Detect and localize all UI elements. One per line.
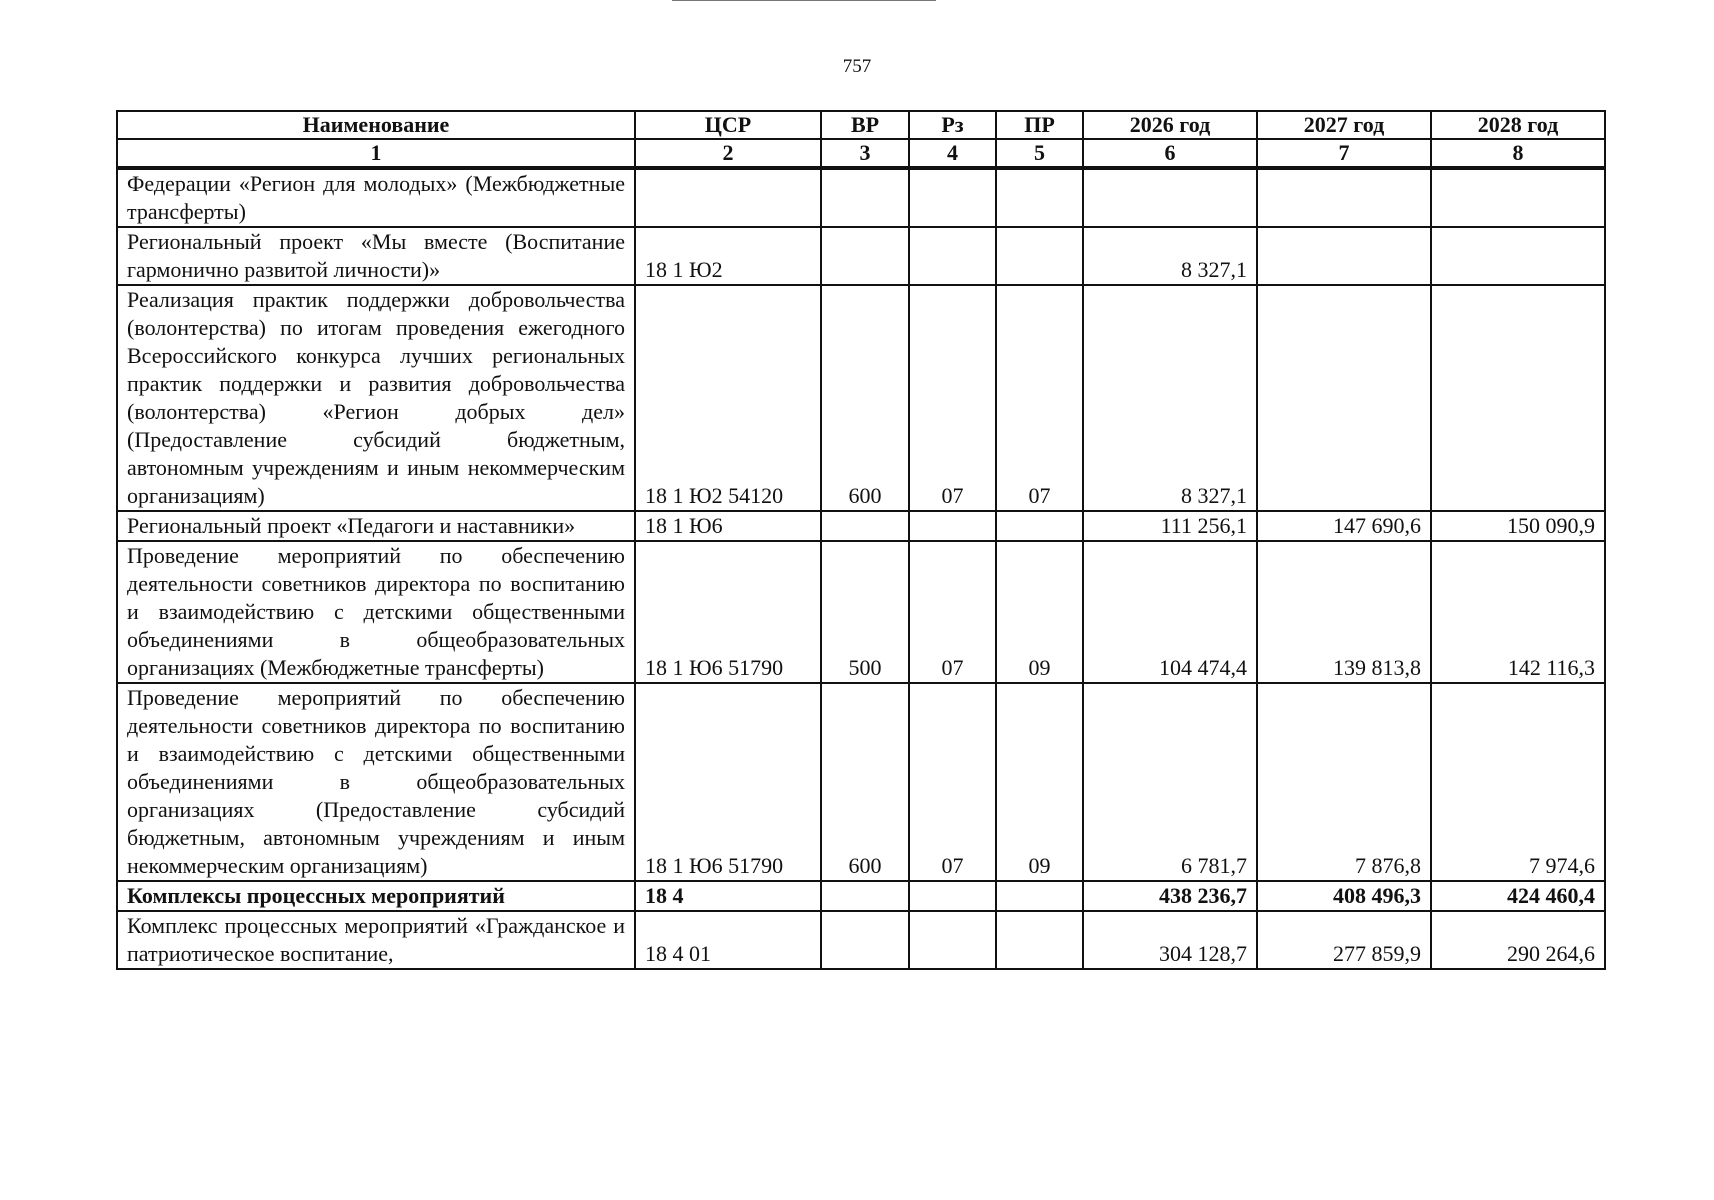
row-rz: 07	[909, 683, 996, 881]
table-body	[117, 168, 1605, 969]
header-row	[117, 111, 1605, 139]
row-rz: 07	[909, 285, 996, 511]
column-number: 7	[1257, 139, 1431, 168]
table-row	[117, 881, 1605, 911]
row-value-2028: 142 116,3	[1431, 541, 1605, 683]
row-rz	[909, 881, 996, 911]
row-value-2028	[1431, 285, 1605, 511]
row-csr: 18 1 Ю6 51790	[635, 683, 821, 881]
row-value-2028	[1431, 168, 1605, 227]
header-rz: Рз	[909, 111, 996, 139]
row-name: Федерации «Регион для молодых» (Межбюджетные трансферты)	[117, 168, 635, 227]
header-2027: 2027 год	[1257, 111, 1431, 139]
row-csr: 18 1 Ю2	[635, 227, 821, 285]
table-row	[117, 683, 1605, 881]
row-pr	[996, 511, 1083, 541]
row-name: Реализация практик поддержки добровольчества (волонтерства) по итогам проведения ежегодного Всероссийского конкурса лучших региональных практик поддержки и развития добровольчества (волонтерства) «Регион добрых дел» (Предоставление субсидий бюджетным, автономным учреждениям и иным некоммерческим организациям)	[117, 285, 635, 511]
row-value-2026: 8 327,1	[1083, 227, 1257, 285]
row-value-2027	[1257, 227, 1431, 285]
row-rz	[909, 911, 996, 969]
row-vr: 600	[821, 683, 909, 881]
budget-table	[116, 110, 1606, 970]
row-value-2028: 290 264,6	[1431, 911, 1605, 969]
row-name: Региональный проект «Педагоги и наставники»	[117, 511, 635, 541]
row-rz	[909, 168, 996, 227]
row-value-2027: 7 876,8	[1257, 683, 1431, 881]
row-value-2028: 150 090,9	[1431, 511, 1605, 541]
row-csr: 18 4 01	[635, 911, 821, 969]
row-pr	[996, 227, 1083, 285]
table-row	[117, 227, 1605, 285]
table-row	[117, 168, 1605, 227]
row-value-2027: 277 859,9	[1257, 911, 1431, 969]
table-row	[117, 541, 1605, 683]
table-row	[117, 511, 1605, 541]
row-rz: 07	[909, 541, 996, 683]
row-vr	[821, 881, 909, 911]
row-value-2028: 7 974,6	[1431, 683, 1605, 881]
row-csr: 18 4	[635, 881, 821, 911]
row-value-2027: 408 496,3	[1257, 881, 1431, 911]
row-value-2027: 147 690,6	[1257, 511, 1431, 541]
row-csr	[635, 168, 821, 227]
top-scan-rule	[672, 0, 936, 1]
table-row	[117, 285, 1605, 511]
row-pr	[996, 911, 1083, 969]
column-number: 4	[909, 139, 996, 168]
column-number-row	[117, 139, 1605, 168]
page-number: 757	[842, 56, 872, 77]
column-number: 5	[996, 139, 1083, 168]
row-name: Проведение мероприятий по обеспечению деятельности советников директора по воспитанию и взаимодействию с детскими общественными объединениями в общеобразовательных организациях (Межбюджетные трансферты)	[117, 541, 635, 683]
row-vr: 600	[821, 285, 909, 511]
row-vr	[821, 911, 909, 969]
row-name: Комплексы процессных мероприятий	[117, 881, 635, 911]
row-vr	[821, 168, 909, 227]
row-value-2026: 8 327,1	[1083, 285, 1257, 511]
row-value-2026: 104 474,4	[1083, 541, 1257, 683]
row-vr	[821, 227, 909, 285]
header-name: Наименование	[117, 111, 635, 139]
header-csr: ЦСР	[635, 111, 821, 139]
row-value-2026	[1083, 168, 1257, 227]
header-2028: 2028 год	[1431, 111, 1605, 139]
row-value-2027: 139 813,8	[1257, 541, 1431, 683]
column-number: 8	[1431, 139, 1605, 168]
row-value-2026: 438 236,7	[1083, 881, 1257, 911]
row-name: Региональный проект «Мы вместе (Воспитание гармонично развитой личности)»	[117, 227, 635, 285]
row-value-2028: 424 460,4	[1431, 881, 1605, 911]
header-vr: ВР	[821, 111, 909, 139]
row-rz	[909, 227, 996, 285]
column-number: 6	[1083, 139, 1257, 168]
row-name: Проведение мероприятий по обеспечению деятельности советников директора по воспитанию и взаимодействию с детскими общественными объединениями в общеобразовательных организациях (Предоставление субсидий бюджетным, автономным учреждениям и иным некоммерческим организациям)	[117, 683, 635, 881]
column-number: 1	[117, 139, 635, 168]
row-value-2026: 304 128,7	[1083, 911, 1257, 969]
row-value-2026: 6 781,7	[1083, 683, 1257, 881]
row-value-2028	[1431, 227, 1605, 285]
row-pr: 09	[996, 683, 1083, 881]
header-pr: ПР	[996, 111, 1083, 139]
row-pr	[996, 168, 1083, 227]
row-value-2026: 111 256,1	[1083, 511, 1257, 541]
header-2026: 2026 год	[1083, 111, 1257, 139]
row-pr	[996, 881, 1083, 911]
row-vr	[821, 511, 909, 541]
row-pr: 07	[996, 285, 1083, 511]
row-value-2027	[1257, 168, 1431, 227]
row-csr: 18 1 Ю6 51790	[635, 541, 821, 683]
row-csr: 18 1 Ю2 54120	[635, 285, 821, 511]
column-number: 3	[821, 139, 909, 168]
table-row	[117, 911, 1605, 969]
row-name: Комплекс процессных мероприятий «Гражданское и патриотическое воспитание,	[117, 911, 635, 969]
row-rz	[909, 511, 996, 541]
row-value-2027	[1257, 285, 1431, 511]
row-vr: 500	[821, 541, 909, 683]
row-csr: 18 1 Ю6	[635, 511, 821, 541]
row-pr: 09	[996, 541, 1083, 683]
column-number: 2	[635, 139, 821, 168]
